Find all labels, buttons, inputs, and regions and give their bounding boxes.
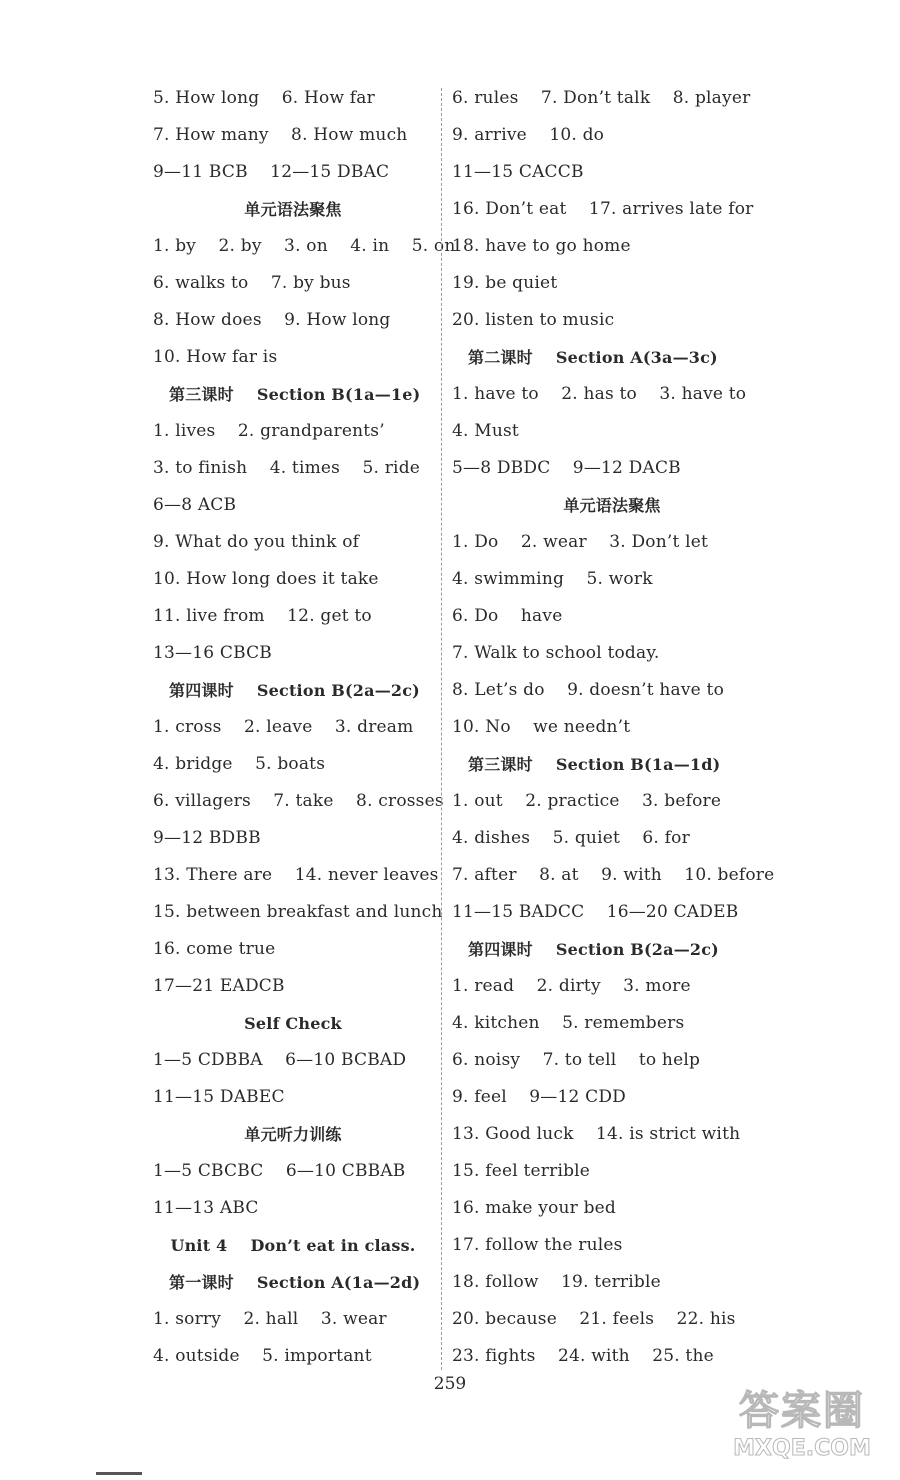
answer-line: 11—15 BADCC 16—20 CADEB — [452, 902, 739, 922]
answer-line: 9. feel 9—12 CDD — [452, 1087, 627, 1107]
answer-line: 10. No we needn’t — [452, 717, 631, 737]
section-heading: 单元听力训练 — [244, 1125, 342, 1144]
answer-line: 5—8 DBDC 9—12 DACB — [452, 458, 681, 478]
answer-line: 20. listen to music — [452, 310, 615, 330]
answer-line: 10. How long does it take — [153, 569, 379, 589]
answer-line: 15. feel terrible — [452, 1161, 591, 1181]
answer-line: 1—5 CBCBC 6—10 CBBAB — [153, 1161, 406, 1181]
watermark-top-text: 答案圈 — [739, 1388, 865, 1434]
answer-line: 1. by 2. by 3. on 4. in 5. on — [153, 236, 456, 256]
answer-line: 7. How many 8. How much — [153, 125, 408, 145]
answer-line: 6. villagers 7. take 8. crosses — [153, 791, 444, 811]
answer-line: 11—15 CACCB — [452, 162, 584, 182]
section-heading: Unit 4 Don’t eat in class. — [170, 1236, 416, 1255]
answer-line: 16. make your bed — [452, 1198, 617, 1218]
answer-line: 4. swimming 5. work — [452, 569, 653, 589]
column-divider — [441, 88, 443, 1370]
scan-edge-mark — [96, 1472, 142, 1475]
answer-line: 13. There are 14. never leaves — [153, 865, 439, 885]
section-heading: 第四课时 Section B(2a—2c) — [169, 681, 420, 700]
answer-line: 13—16 CBCB — [153, 643, 272, 663]
answer-line: 3. to finish 4. times 5. ride — [153, 458, 421, 478]
answer-line: 5. How long 6. How far — [153, 88, 375, 108]
section-heading: 第一课时 Section A(1a—2d) — [169, 1273, 421, 1292]
answer-line: 6. noisy 7. to tell to help — [452, 1050, 701, 1070]
answer-line: 15. between breakfast and lunch — [153, 902, 443, 922]
section-heading: 第四课时 Section B(2a—2c) — [468, 940, 719, 959]
section-heading: Self Check — [244, 1014, 342, 1033]
answer-line: 11. live from 12. get to — [153, 606, 372, 626]
page-number: 259 — [433, 1374, 467, 1394]
answer-line: 20. because 21. feels 22. his — [452, 1309, 736, 1329]
answer-line: 6—8 ACB — [153, 495, 237, 515]
answer-line: 7. Walk to school today. — [452, 643, 660, 663]
answer-line: 6. rules 7. Don’t talk 8. player — [452, 88, 751, 108]
section-heading: 单元语法聚焦 — [563, 496, 661, 515]
answer-line: 4. bridge 5. boats — [153, 754, 326, 774]
answer-line: 9. What do you think of — [153, 532, 360, 552]
answer-line: 1. cross 2. leave 3. dream — [153, 717, 414, 737]
watermark-logo — [712, 1388, 892, 1474]
answer-line: 1. lives 2. grandparents’ — [153, 421, 385, 441]
answer-line: 9—12 BDBB — [153, 828, 261, 848]
section-heading: 第二课时 Section A(3a—3c) — [468, 348, 718, 367]
answer-line: 11—15 DABEC — [153, 1087, 285, 1107]
answer-line: 4. Must — [452, 421, 519, 441]
answer-line: 19. be quiet — [452, 273, 558, 293]
answer-line: 11—13 ABC — [153, 1198, 259, 1218]
watermark-bottom-text: MXQE.COM — [733, 1436, 871, 1461]
answer-line: 4. kitchen 5. remembers — [452, 1013, 685, 1033]
answer-line: 16. Don’t eat 17. arrives late for — [452, 199, 754, 219]
answer-line: 1. sorry 2. hall 3. wear — [153, 1309, 387, 1329]
answer-line: 9—11 BCB 12—15 DBAC — [153, 162, 390, 182]
answer-line: 17—21 EADCB — [153, 976, 285, 996]
answer-line: 1. out 2. practice 3. before — [452, 791, 722, 811]
section-heading: 第三课时 Section B(1a—1d) — [468, 755, 721, 774]
answer-line: 4. dishes 5. quiet 6. for — [452, 828, 690, 848]
answer-line: 10. How far is — [153, 347, 278, 367]
answer-line: 18. have to go home — [452, 236, 631, 256]
left-answer-column — [153, 80, 456, 1375]
answer-line: 4. outside 5. important — [153, 1346, 372, 1366]
answer-line: 6. Do have — [452, 606, 563, 626]
answer-line: 18. follow 19. terrible — [452, 1272, 661, 1292]
answer-line: 1—5 CDBBA 6—10 BCBAD — [153, 1050, 407, 1070]
answer-line: 1. Do 2. wear 3. Don’t let — [452, 532, 709, 552]
answer-line: 13. Good luck 14. is strict with — [452, 1124, 741, 1144]
answer-line: 8. Let’s do 9. doesn’t have to — [452, 680, 725, 700]
answer-line: 9. arrive 10. do — [452, 125, 605, 145]
answer-line: 23. fights 24. with 25. the — [452, 1346, 714, 1366]
right-answer-column — [452, 80, 775, 1375]
answer-line: 17. follow the rules — [452, 1235, 623, 1255]
section-heading: 第三课时 Section B(1a—1e) — [169, 385, 421, 404]
answer-line: 7. after 8. at 9. with 10. before — [452, 865, 775, 885]
answer-line: 8. How does 9. How long — [153, 310, 391, 330]
answer-line: 6. walks to 7. by bus — [153, 273, 351, 293]
section-heading: 单元语法聚焦 — [244, 200, 342, 219]
answer-line: 1. read 2. dirty 3. more — [452, 976, 691, 996]
answer-line: 1. have to 2. has to 3. have to — [452, 384, 747, 404]
answer-line: 16. come true — [153, 939, 276, 959]
